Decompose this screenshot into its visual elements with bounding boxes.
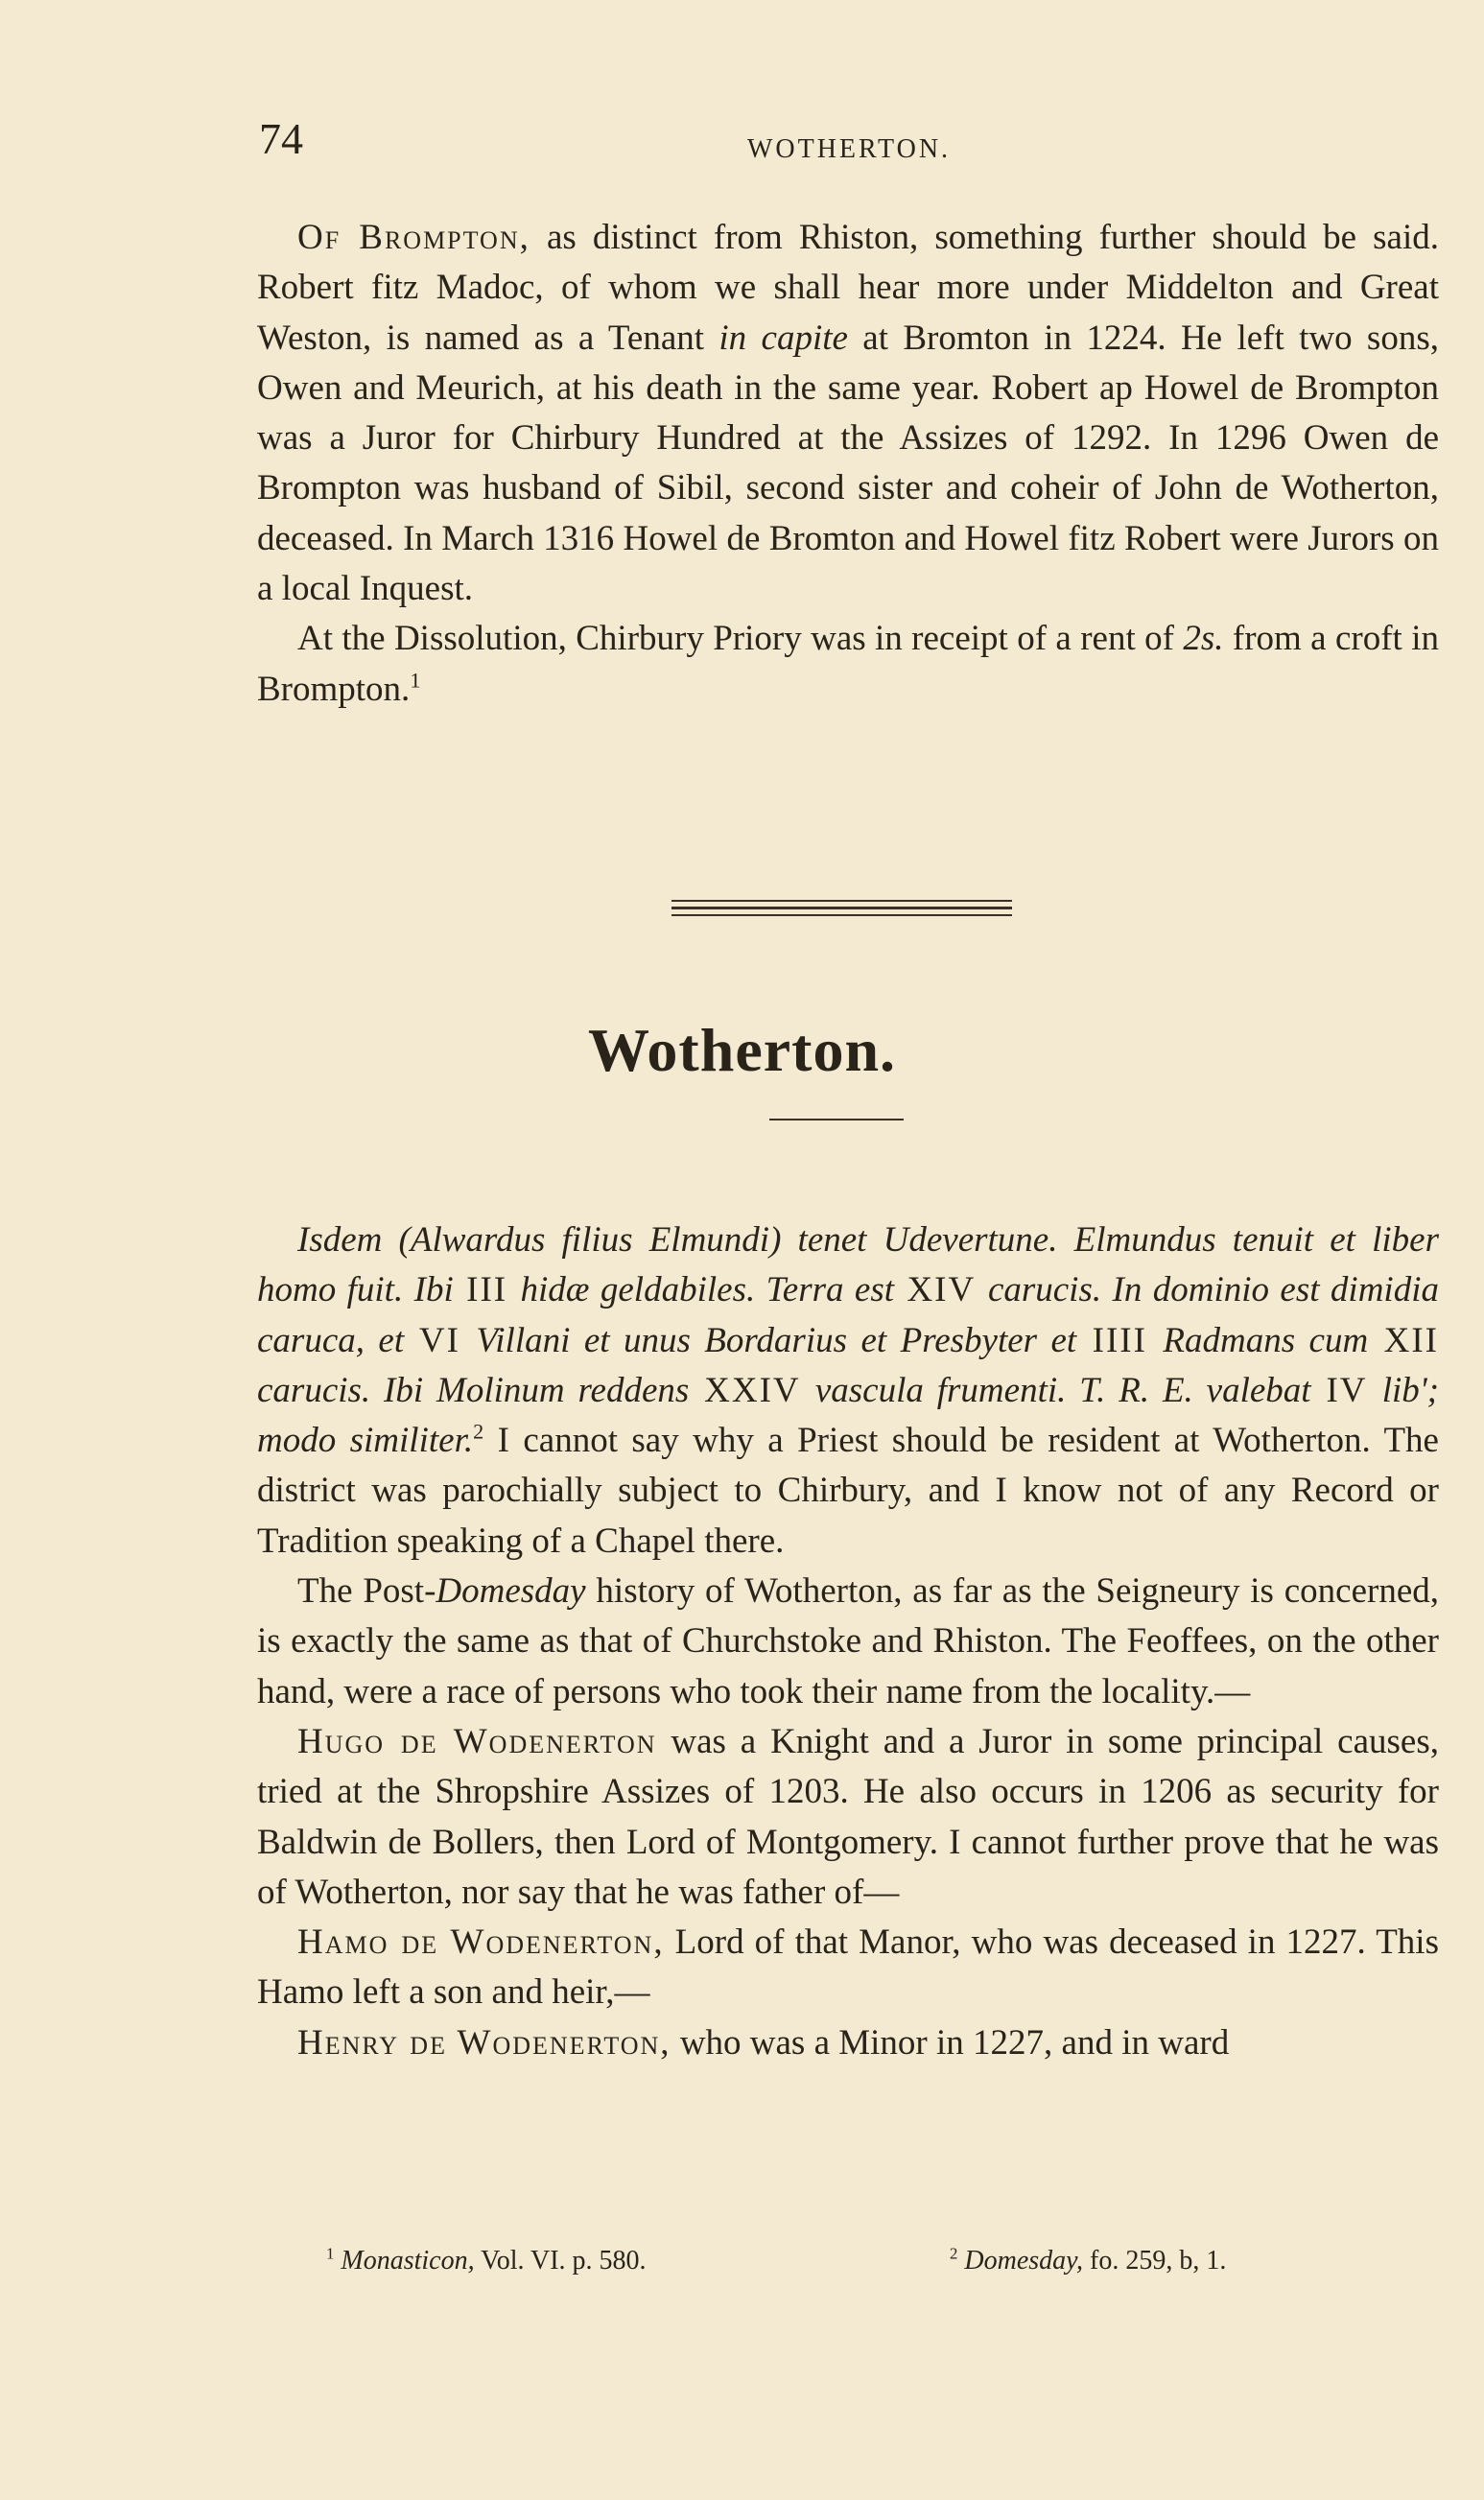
lead-text: Hugo de Wodenerton	[297, 1721, 657, 1761]
footnote-ref: 2	[473, 1419, 484, 1444]
footnote: $^2$ Domesday, fo. 259, b, 1.	[950, 2244, 1227, 2276]
paragraph: Hugo de Wodenerton was a Knight and a Juror in some principal causes, tried at the Shropshire Assizes of 1203. He also occurs in 1206 as security for Baldwin de Bollers, then Lord of Montgomery. I cannot further prove that he was of Wotherton, nor say that he was father of—	[257, 1721, 1439, 1912]
paragraph: At the Dissolution, Chirbury Priory was in receipt of a rent of 2s. from a croft in Brompton.$^1$	[257, 619, 1439, 709]
running-title: WOTHERTON.	[746, 134, 952, 164]
footnote-ref: 1	[410, 668, 421, 693]
paragraph: The Post-Domesday history of Wotherton, as far as the Seigneury is concerned, is exactly the same as that of Churchstoke and Rhiston. The Feoffees, on the other hand, were a race of persons who took their name from the locality.—	[257, 1571, 1439, 1711]
paragraph: Henry de Wodenerton, who was a Minor in 1227, and in ward	[297, 2022, 1230, 2063]
lead-text: Hamo de Wodenerton,	[297, 1922, 665, 1963]
brompton-section	[257, 213, 1439, 715]
page-number: 74	[259, 114, 303, 163]
wotherton-section	[257, 1215, 1439, 2068]
domesday-paragraph: Isdem (Alwardus filius Elmundi) tenet Udevertune. Elmundus tenuit et liber homo fuit. Ibi III hidæ geldabiles. Terra est XIV carucis. In dominio est dimidia caruca, et VI Villani et unus Bordarius et Presbyter et IIII Radmans cum XII carucis. Ibi Molinum reddens XXIV vascula frumenti. T. R. E. valebat IV lib'; modo similiter.$^2$ I cannot say why a Priest should be resident at Wotherton. The district was parochially subject to Chirbury, and I know not of any Record or Tradition speaking of a Chapel there.	[257, 1220, 1439, 1561]
title-rule	[769, 1119, 904, 1120]
page-header	[259, 113, 1439, 171]
footnote: $^1$ Monasticon, Vol. VI. p. 580.	[326, 2244, 647, 2276]
paragraph: Of Brompton, as distinct from Rhiston, something further should be said. Robert fitz Madoc, of whom we shall hear more under Middelton and Great Weston, is named as a Tenant in capite at Bromton in 1224. He left two sons, Owen and Meurich, at his death in the same year. Robert ap Howel de Brompton was a Juror for Chirbury Hundred at the Assizes of 1292. In 1296 Owen de Brompton was husband of Sibil, second sister and coheir of John de Wotherton, deceased. In March 1316 Howel de Bromton and Howel fitz Robert were Jurors on a local Inquest.	[257, 218, 1439, 609]
lead-text: Of Brompton,	[297, 218, 530, 257]
section-divider	[671, 900, 1012, 921]
lead-text: Henry de Wodenerton,	[297, 2022, 671, 2063]
section-title: Wotherton.	[587, 1016, 897, 1084]
paragraph: Hamo de Wodenerton, Lord of that Manor, who was deceased in 1227. This Hamo left a son and heir,—	[257, 1922, 1439, 2013]
